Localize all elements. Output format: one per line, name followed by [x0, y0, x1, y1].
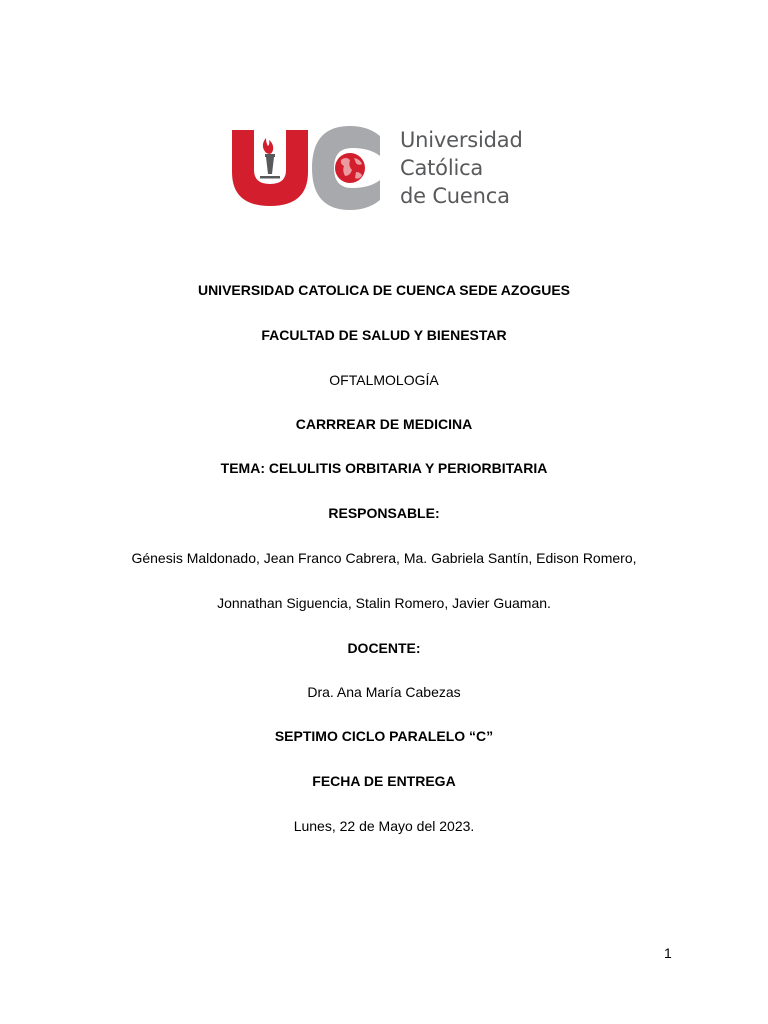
career-title: CARRREAR DE MEDICINA	[295, 416, 473, 432]
delivery-date: Lunes, 22 de Mayo del 2023.	[293, 818, 475, 834]
institution-title: UNIVERSIDAD CATOLICA DE CUENCA SEDE AZOGUES	[197, 282, 571, 298]
logo-line-1: Universidad	[400, 128, 523, 152]
responsible-names-line-2: Jonnathan Siguencia, Stalin Romero, Javier Guaman.	[217, 595, 551, 611]
responsible-names-line-1: Génesis Maldonado, Jean Franco Cabrera, Ma. Gabriela Santín, Edison Romero,	[131, 550, 637, 566]
globe-icon	[335, 153, 365, 183]
delivery-label: FECHA DE ENTREGA	[312, 773, 456, 789]
cycle-title: SEPTIMO CICLO PARALELO “C”	[274, 728, 494, 744]
teacher-label: DOCENTE:	[347, 640, 421, 656]
university-logo	[228, 118, 548, 218]
logo-line-2: Católica	[400, 156, 484, 180]
uc-monogram	[228, 118, 388, 218]
faculty-title: FACULTAD DE SALUD Y BIENESTAR	[261, 327, 507, 343]
page-number: 1	[664, 945, 672, 961]
responsible-label: RESPONSABLE:	[328, 505, 440, 521]
topic-title: TEMA: CELULITIS ORBITARIA Y PERIORBITARIA	[220, 460, 548, 476]
logo-line-3: de Cuenca	[400, 184, 510, 208]
logo-wordmark	[400, 126, 523, 210]
subject-title: OFTALMOLOGÍA	[329, 372, 439, 388]
torch-icon	[260, 138, 280, 179]
teacher-name: Dra. Ana María Cabezas	[307, 684, 461, 700]
